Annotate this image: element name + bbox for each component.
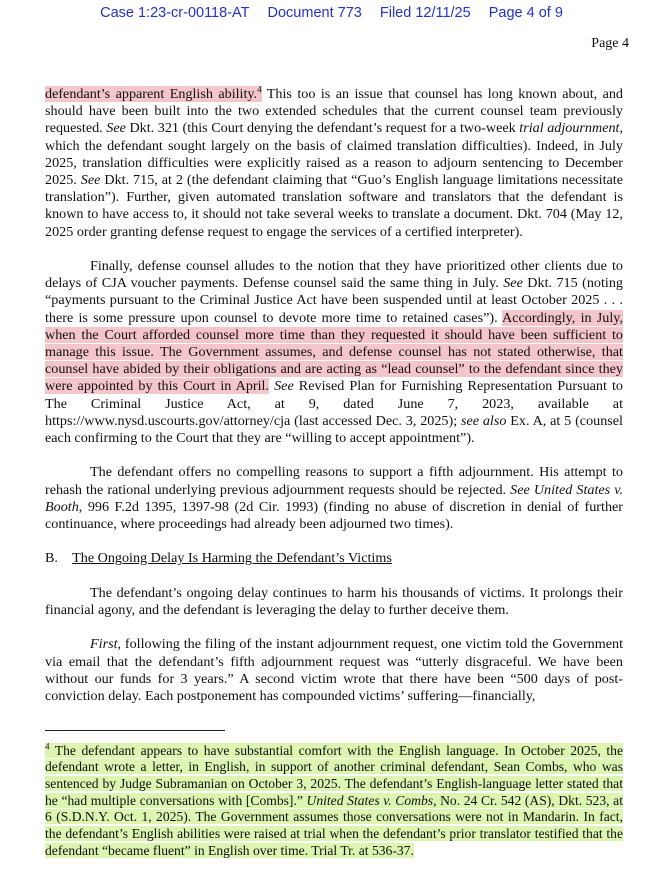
footnote-reference[interactable]: 4 (257, 84, 262, 95)
paragraph-victim-statements: First, following the filing of the instant adjournment request, one victim told the Government via email that the defendant’s fifth adjournment request was “utterly disgraceful. We have been without our funds for 3 years.” A second victim wrote that there have been “500 days of post-conviction delay. Each postponement has compounded victims’ suffering—financially, (45, 636, 623, 705)
paragraph-cja-payments: Finally, defense counsel alludes to the notion that they have prioritized other clients due to delays of CJA voucher payments. Defense counsel said the same thing in July. See Dkt. 715 (noting “payments pursuant to the Criminal Justice Act have been suspended until at least October 2025 . . . there is some pressure upon counsel to devote more time to retained cases”). Accordingly, in July, when the Court afforded counsel more time than they requested it should have been sufficient to manage this issue. The Government assumes, and defense counsel has not stated otherwise, that counsel have abided by their obligations and are acting as “lead counsel” to the defendant since they were appointed by this Court in April. See Revised Plan for Furnishing Representation Pursuant to The Criminal Justice Act, at 9, dated June 7, 2023, available at https://www.nysd.uscourts.gov/attorney/cja (last accessed Dec. 3, 2025); see also Ex. A, at 5 (counsel each confirming to the Court that they are “willing to accept appointment”). (45, 258, 623, 447)
highlight-lead-counsel: Accordingly, in July, when the Court afforded counsel more time than they requested it should have been sufficient to manage this issue. The Government assumes, and defense counsel has not stated otherwise, that counsel have abided by their obligations and are acting as “lead counsel” to the defendant since they were appointed by this Court in April. (45, 309, 623, 395)
ecf-header (0, 5, 663, 21)
section-heading-b: B. The Ongoing Delay Is Harming the Defendant’s Victims (45, 550, 392, 567)
document-body (45, 86, 623, 722)
highlight-english-ability: defendant’s apparent English ability.$^4$ (45, 84, 262, 102)
paragraph-english-ability: defendant’s apparent English ability.$^4$ This too is an issue that counsel has long known about, and should have been built into the two extended schedules that the current counsel team previously requested. See Dkt. 321 (this Court denying the defendant’s request for a two-week trial adjournment, which the defendant sought largely on the basis of claimed translation difficulties). Indeed, in July 2025, translation difficulties were explicitly raised as a reason to adjourn sentencing to December 2025. See Dkt. 715, at 2 (the defendant claiming that “Guo’s English language limitations necessitate translation”). Further, given automated translation software and translators that the defendant is known to have access to, it should not take several weeks to translate a document. Dkt. 704 (May 12, 2025 order granting defense request to engage the services of a certified interpreter). (45, 84, 624, 240)
footnote-4 (45, 738, 623, 859)
page-count: Page 4 of 9 (488, 5, 563, 21)
case-number: Case 1:23-cr-00118-AT (100, 5, 250, 21)
page-label: Page 4 (591, 36, 629, 51)
footnote-divider (45, 730, 225, 731)
paragraph-fifth-adjournment: The defendant offers no compelling reasons to support a fifth adjournment. His attempt to rehash the rational underlying previous adjournment requests should be rejected. See United States v. Booth, 996 F.2d 1395, 1397-98 (2d Cir. 1993) (finding no abuse of discretion in denial of further continuance, where proceedings had already been adjourned two times). (45, 464, 623, 533)
filed-date: Filed 12/11/25 (379, 5, 471, 21)
highlight-footnote: $^4$ The defendant appears to have substantial comfort with the English language. In October 2025, the defendant wrote a letter, in English, in support of another criminal defendant, Sean Combs, who was sentenced by Judge Subramanian on October 3, 2025. The defendant’s English-language letter stated that he “had multiple conversations with [Combs].” United States v. Combs, No. 24 Cr. 542 (AS), Dkt. 523, at 6 (S.D.N.Y. Oct. 1, 2025). The Government assumes those conversations were not in Mandarin. In fact, the defendant’s English abilities were raised at trial when the defendant’s prior translator testified that the defendant “became fluent” in English over time. Trial Tr. at 536-37. (45, 741, 623, 858)
paragraph-victims-harm: The defendant’s ongoing delay continues to harm his thousands of victims. It prolongs their financial agony, and the defendant is leveraging the delay to further deceive them. (45, 584, 623, 619)
document-number: Document 773 (267, 5, 362, 21)
